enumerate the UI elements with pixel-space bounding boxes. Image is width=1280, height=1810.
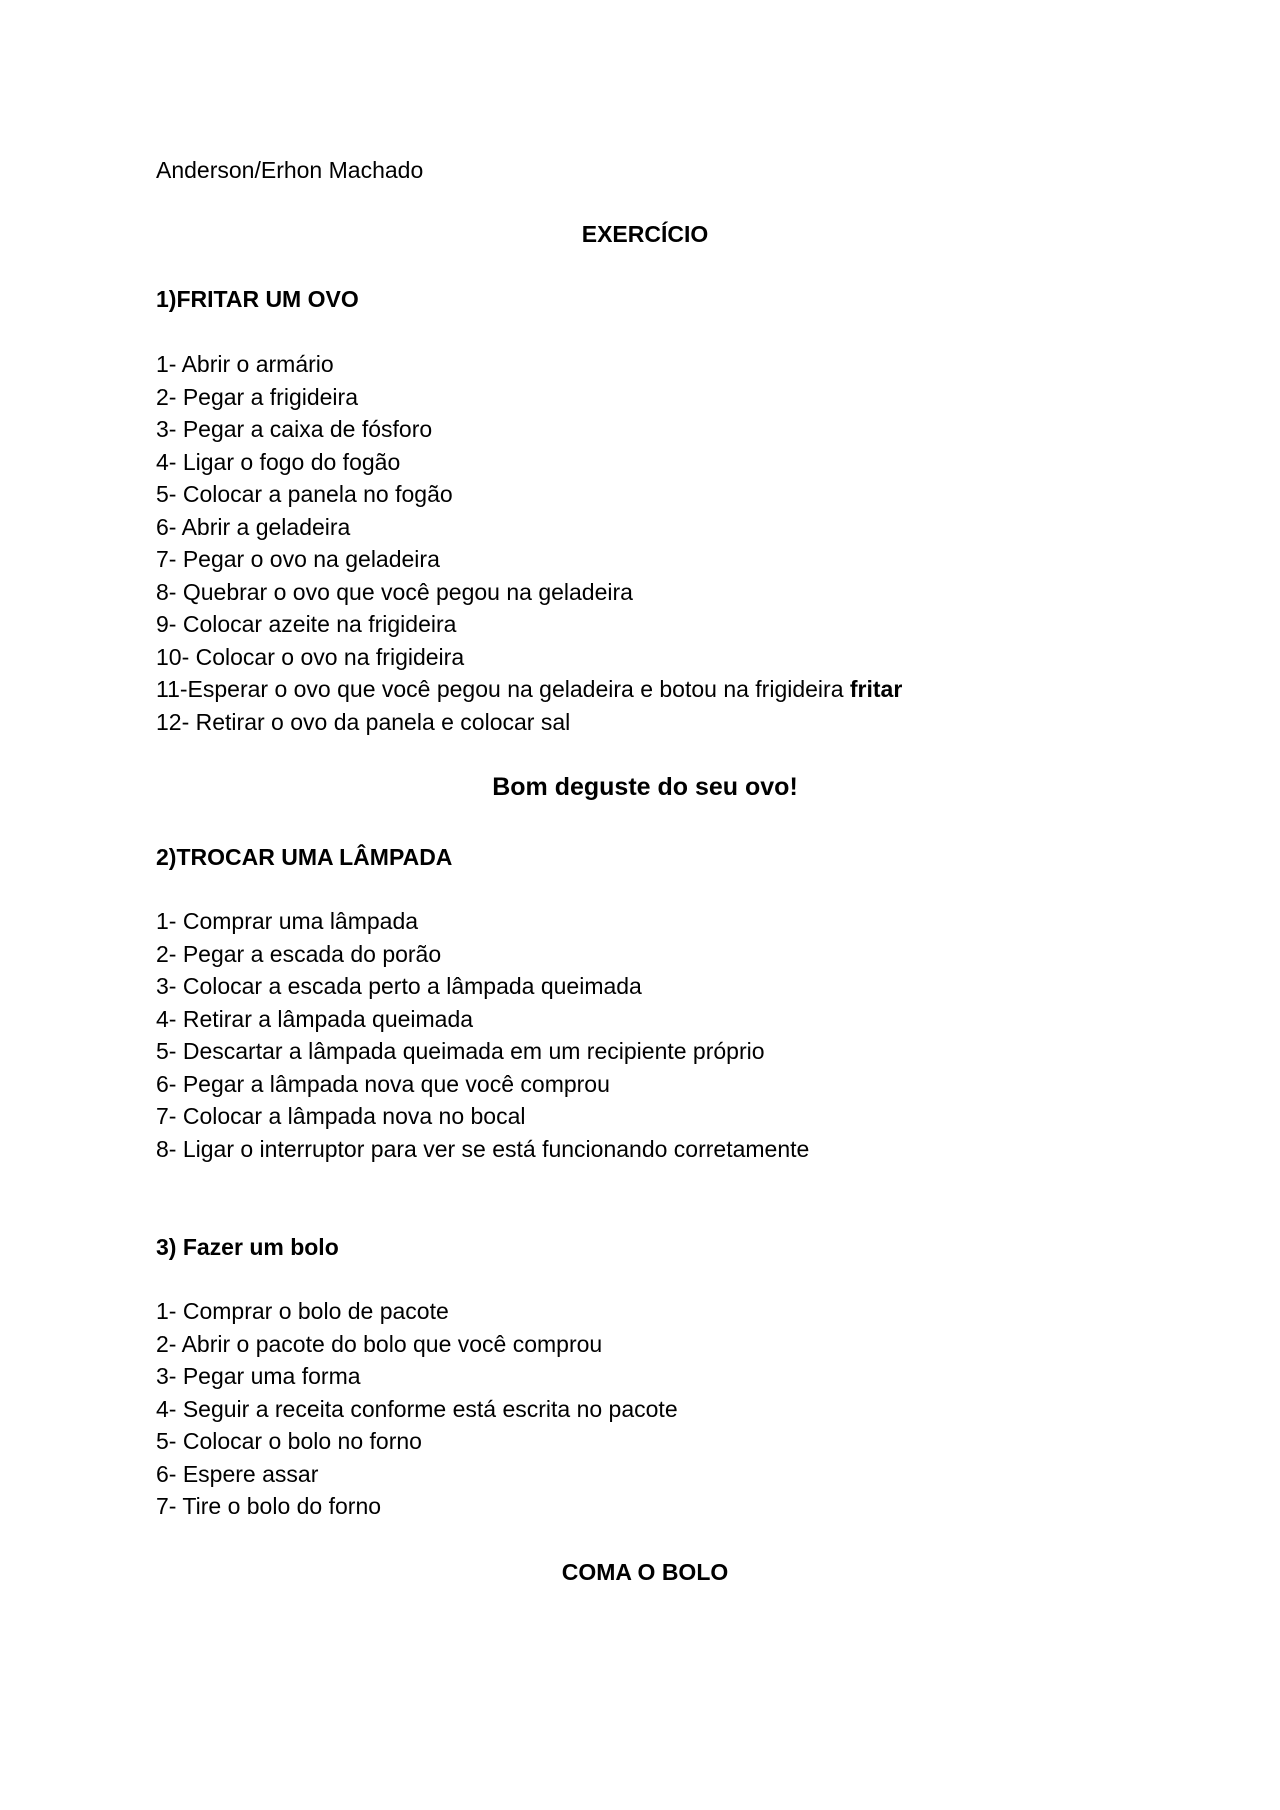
step-item: 2- Pegar a frigideira: [156, 383, 358, 410]
step-item: [156, 673, 902, 706]
section-2-steps: [156, 905, 809, 1165]
section-1-closing: Bom deguste do seu ovo!: [492, 773, 798, 801]
step-item: 10- Colocar o ovo na frigideira: [156, 643, 465, 670]
step-item: 3- Pegar a caixa de fósforo: [156, 416, 433, 442]
step-item: 7- Colocar a lâmpada nova no bocal: [156, 1103, 526, 1129]
step-item: 8- Ligar o interruptor para ver se está funcionando corretamente: [156, 1135, 810, 1162]
step-item: 5- Colocar a panela no fogão: [156, 481, 453, 507]
step-11-text: 11-Esperar o ovo que você pegou na geladeira e botou na frigideira: [156, 676, 850, 702]
step-item: 8- Quebrar o ovo que você pegou na geladeira: [156, 578, 633, 605]
section-1-steps: [156, 348, 902, 738]
step-item: 4- Ligar o fogo do fogão: [156, 448, 401, 475]
step-item: 6- Pegar a lâmpada nova que você comprou: [156, 1070, 610, 1097]
step-item: 6- Espere assar: [156, 1460, 319, 1487]
step-item: 9- Colocar azeite na frigideira: [156, 611, 457, 637]
section-1-heading: 1)FRITAR UM OVO: [156, 286, 359, 312]
step-item: 6- Abrir a geladeira: [156, 513, 351, 540]
step-item: 5- Descartar a lâmpada queimada em um recipiente próprio: [156, 1038, 765, 1064]
step-item: 2- Pegar a escada do porão: [156, 940, 442, 967]
author-name: Anderson/Erhon Machado: [156, 157, 424, 183]
step-item: 1- Comprar uma lâmpada: [156, 908, 419, 934]
step-item: 2- Abrir o pacote do bolo que você comprou: [156, 1330, 603, 1357]
step-item: 5- Colocar o bolo no forno: [156, 1428, 422, 1454]
step-item: 4- Retirar a lâmpada queimada: [156, 1005, 474, 1032]
step-11-bold-word: fritar: [849, 676, 903, 702]
step-item: 7- Pegar o ovo na geladeira: [156, 546, 440, 572]
document-title: EXERCÍCIO: [581, 221, 709, 247]
step-item: 3- Colocar a escada perto a lâmpada queimada: [156, 973, 642, 999]
step-item: 1- Comprar o bolo de pacote: [156, 1298, 449, 1324]
step-item: 12- Retirar o ovo da panela e colocar sal: [156, 708, 571, 735]
section-3-steps: [156, 1295, 678, 1523]
section-3-heading: 3) Fazer um bolo: [156, 1234, 339, 1260]
step-item: 1- Abrir o armário: [156, 351, 334, 377]
section-2-heading: 2)TROCAR UMA LÂMPADA: [156, 844, 453, 870]
step-item: 4- Seguir a receita conforme está escrita no pacote: [156, 1395, 678, 1422]
section-3-closing: COMA O BOLO: [561, 1559, 729, 1585]
step-item: 7- Tire o bolo do forno: [156, 1493, 382, 1519]
step-item: 3- Pegar uma forma: [156, 1363, 361, 1389]
